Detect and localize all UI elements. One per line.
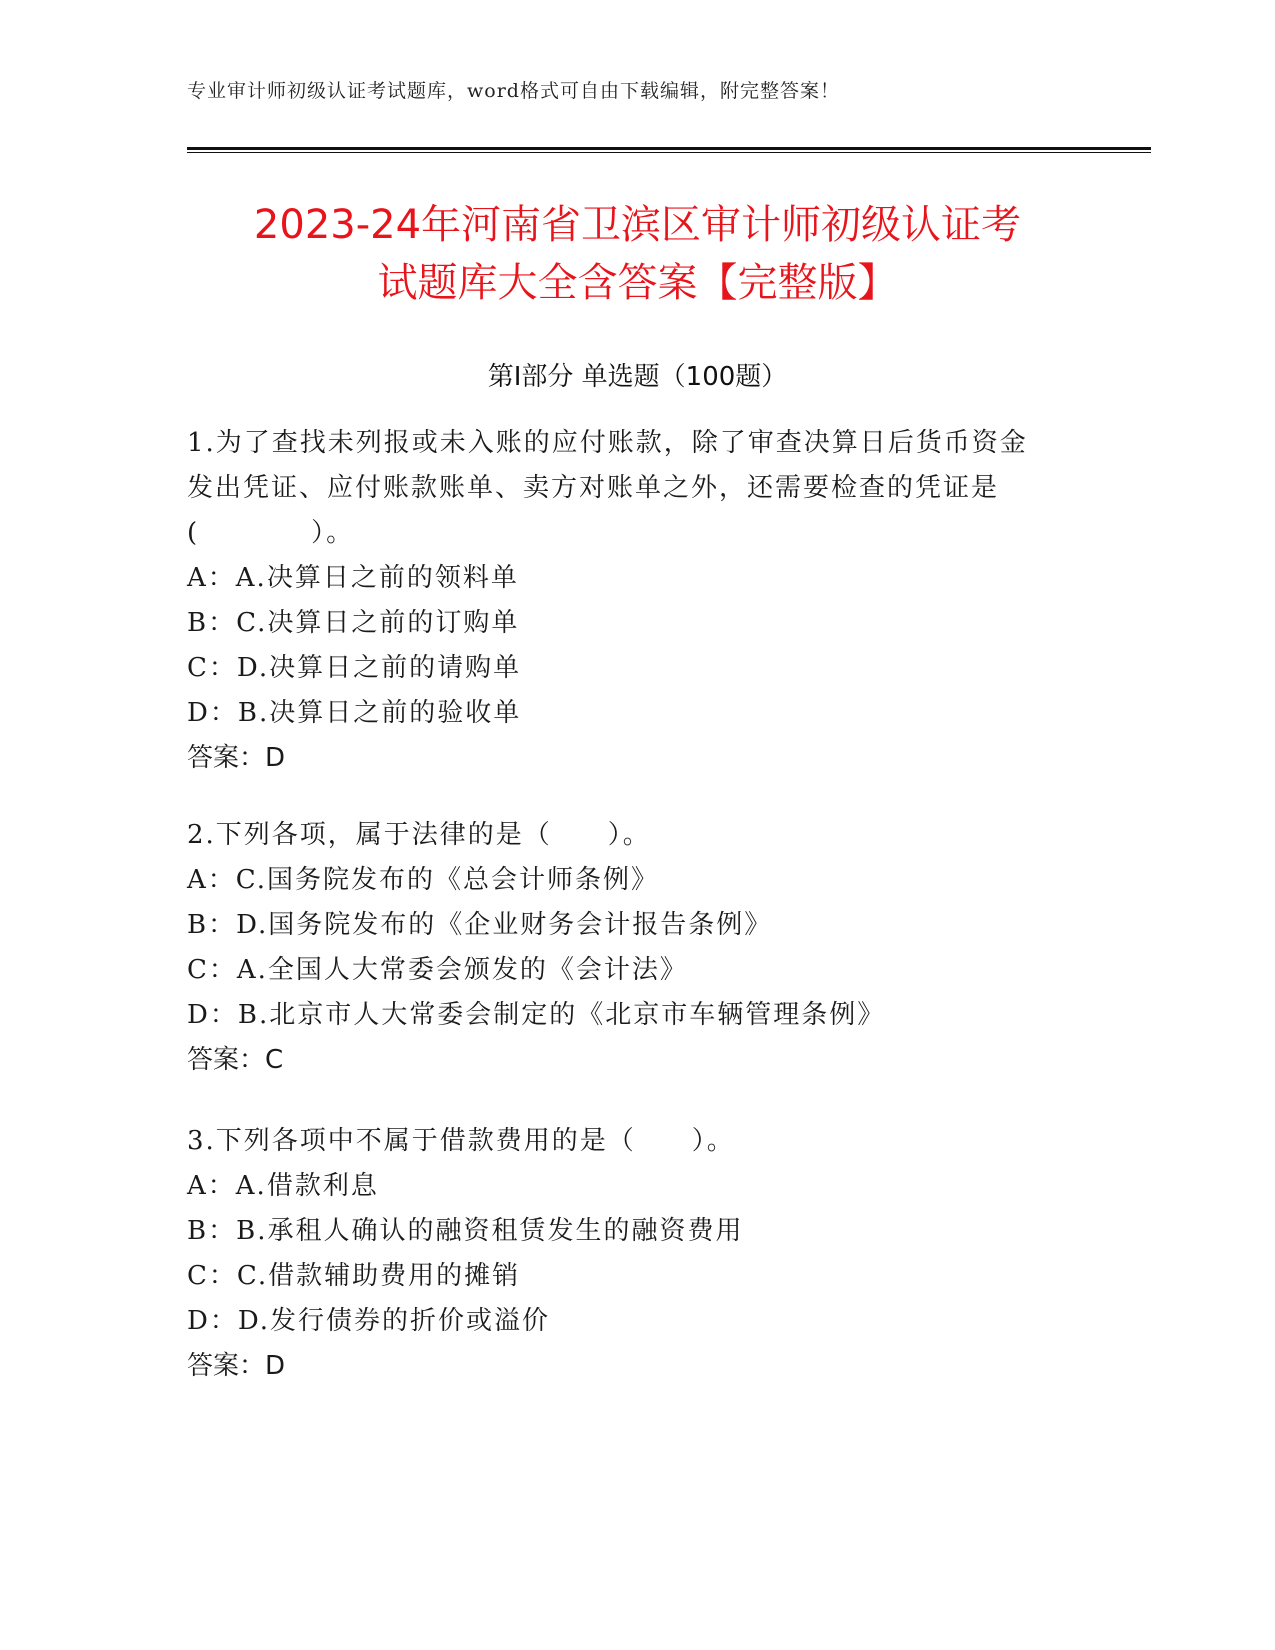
answer: 答案：D xyxy=(187,743,286,773)
question-3 xyxy=(187,1119,1087,1389)
section-heading: 第Ⅰ部分 单选题（100题） xyxy=(487,362,788,392)
question-1 xyxy=(187,421,1087,781)
option-b: B：D.国务院发布的《企业财务会计报告条例》 xyxy=(187,910,773,940)
header-note: 专业审计师初级认证考试题库，word格式可自由下载编辑，附完整答案！ xyxy=(187,80,840,102)
question-stem: 发出凭证、应付账款账单、卖方对账单之外，还需要检查的凭证是 xyxy=(187,473,1000,503)
option-c: C：D.决算日之前的请购单 xyxy=(187,653,522,683)
option-c: C：A.全国人大常委会颁发的《会计法》 xyxy=(187,955,688,985)
option-a: A：C.国务院发布的《总会计师条例》 xyxy=(187,865,660,895)
option-b: B：B.承租人确认的融资租赁发生的融资费用 xyxy=(187,1216,744,1246)
header-rule-thin xyxy=(187,152,1151,153)
question-stem: 1.为了查找未列报或未入账的应付账款，除了审查决算日后货币资金 xyxy=(187,428,1028,458)
document-title xyxy=(150,196,1125,312)
option-b: B：C.决算日之前的订购单 xyxy=(187,608,520,638)
title-line-2: 试题库大全含答案【完整版】 xyxy=(377,260,898,306)
option-a: A：A.借款利息 xyxy=(187,1171,379,1201)
question-stem: 2.下列各项，属于法律的是（ ）。 xyxy=(187,820,651,850)
option-d: D：B.北京市人大常委会制定的《北京市车辆管理条例》 xyxy=(187,1000,886,1030)
answer: 答案：D xyxy=(187,1351,286,1381)
option-d: D：D.发行债券的折价或溢价 xyxy=(187,1306,551,1336)
title-line-1: 2023-24年河南省卫滨区审计师初级认证考 xyxy=(253,202,1022,248)
header-rule-thick xyxy=(187,147,1151,150)
option-a: A：A.决算日之前的领料单 xyxy=(187,563,519,593)
answer: 答案：C xyxy=(187,1045,284,1075)
question-2 xyxy=(187,813,1087,1083)
option-c: C：C.借款辅助费用的摊销 xyxy=(187,1261,521,1291)
option-d: D：B.决算日之前的验收单 xyxy=(187,698,522,728)
question-stem: 3.下列各项中不属于借款费用的是（ ）。 xyxy=(187,1126,735,1156)
question-stem: ( ）。 xyxy=(187,518,355,548)
